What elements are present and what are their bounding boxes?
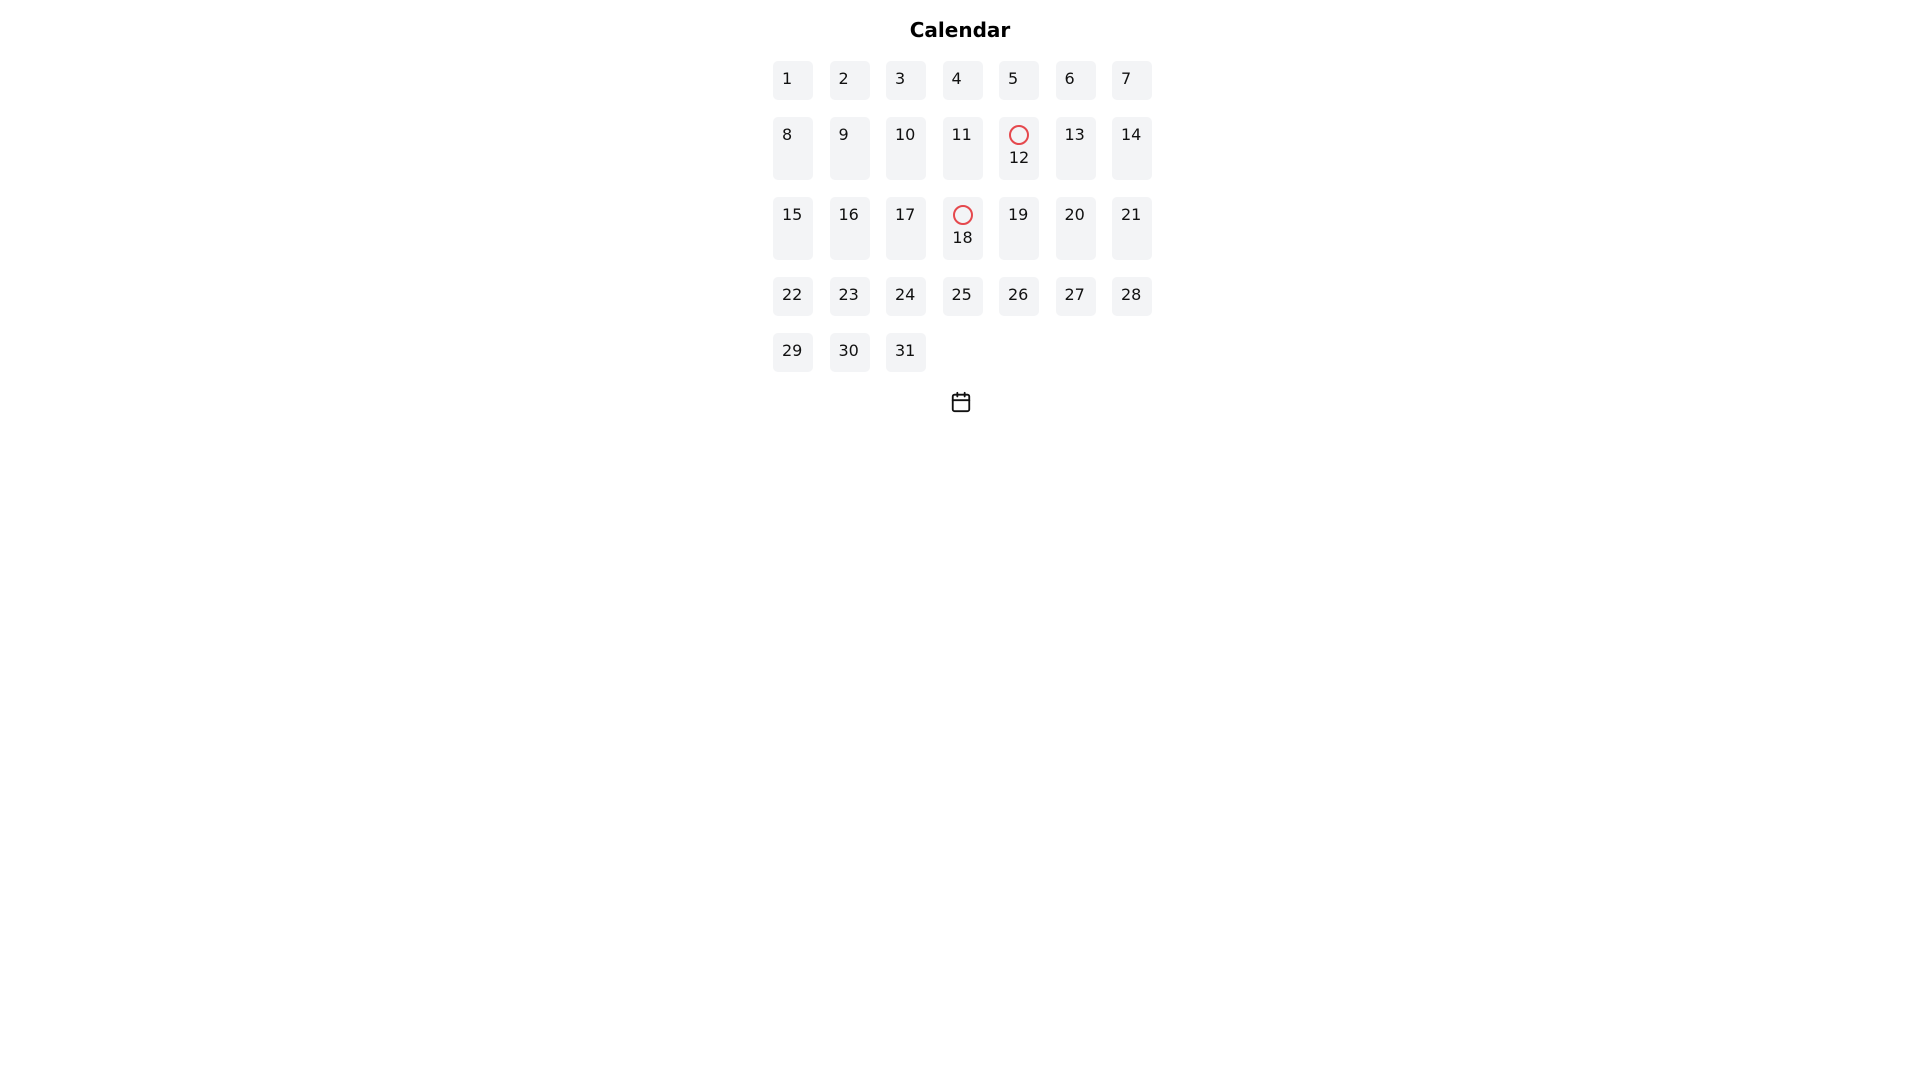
calendar-day-number: 23 bbox=[838, 285, 859, 304]
calendar-day[interactable] bbox=[830, 197, 870, 260]
calendar-day-number: 7 bbox=[1121, 69, 1132, 88]
calendar-day[interactable] bbox=[830, 277, 870, 316]
calendar-day-number: 3 bbox=[895, 69, 906, 88]
calendar-day-number: 5 bbox=[1008, 69, 1019, 88]
calendar-day[interactable] bbox=[886, 333, 926, 372]
calendar-grid bbox=[773, 61, 1150, 372]
calendar-day[interactable] bbox=[943, 117, 983, 180]
calendar-day-number: 30 bbox=[838, 341, 859, 360]
calendar-day[interactable] bbox=[886, 197, 926, 260]
page-title: Calendar bbox=[909, 18, 1011, 42]
calendar-day-number: 31 bbox=[895, 341, 916, 360]
calendar-day-number: 20 bbox=[1064, 205, 1085, 224]
event-marker-icon bbox=[953, 205, 973, 225]
calendar-day-number: 27 bbox=[1064, 285, 1085, 304]
calendar-day-number: 13 bbox=[1064, 125, 1085, 144]
calendar-day-number: 2 bbox=[838, 69, 849, 88]
calendar-day-number: 28 bbox=[1121, 285, 1142, 304]
calendar-day[interactable] bbox=[830, 333, 870, 372]
calendar-day-number: 15 bbox=[782, 205, 803, 224]
calendar-day-number: 29 bbox=[782, 341, 803, 360]
calendar-day[interactable] bbox=[830, 117, 870, 180]
calendar-day[interactable] bbox=[1056, 117, 1096, 180]
calendar-day[interactable] bbox=[999, 277, 1039, 316]
calendar-day-number: 12 bbox=[1008, 148, 1030, 167]
calendar-day-number: 17 bbox=[895, 205, 916, 224]
calendar-day[interactable] bbox=[886, 61, 926, 100]
calendar-day-number: 16 bbox=[838, 205, 859, 224]
calendar-day-number: 24 bbox=[895, 285, 916, 304]
calendar-day-number: 21 bbox=[1121, 205, 1142, 224]
calendar-day-number: 14 bbox=[1121, 125, 1142, 144]
calendar-day[interactable] bbox=[773, 333, 813, 372]
calendar-day[interactable] bbox=[886, 117, 926, 180]
calendar-day-number: 18 bbox=[952, 228, 973, 247]
calendar-day[interactable] bbox=[999, 197, 1039, 260]
calendar-day[interactable] bbox=[1056, 61, 1096, 100]
event-marker-icon bbox=[1009, 125, 1029, 145]
calendar-day[interactable] bbox=[773, 61, 813, 100]
calendar-day[interactable] bbox=[1112, 61, 1152, 100]
calendar-day-number: 6 bbox=[1064, 69, 1075, 88]
calendar-day[interactable] bbox=[773, 117, 813, 180]
calendar-day[interactable] bbox=[1112, 117, 1152, 180]
calendar-day[interactable] bbox=[830, 61, 870, 100]
calendar-day[interactable] bbox=[943, 197, 983, 260]
calendar-day-number: 26 bbox=[1008, 285, 1029, 304]
calendar-day[interactable] bbox=[943, 61, 983, 100]
calendar-day[interactable] bbox=[1056, 277, 1096, 316]
calendar-day[interactable] bbox=[999, 117, 1039, 180]
calendar-day-number: 10 bbox=[895, 125, 916, 144]
calendar-day-number: 22 bbox=[782, 285, 803, 304]
calendar-day[interactable] bbox=[773, 277, 813, 316]
calendar-icon[interactable] bbox=[950, 391, 972, 413]
calendar-day[interactable] bbox=[773, 197, 813, 260]
calendar-day[interactable] bbox=[1112, 277, 1152, 316]
calendar-day-number: 19 bbox=[1008, 205, 1029, 224]
calendar-day-number: 25 bbox=[951, 285, 972, 304]
calendar-day-number: 1 bbox=[782, 69, 793, 88]
calendar-day-number: 9 bbox=[838, 125, 849, 144]
calendar-day[interactable] bbox=[999, 61, 1039, 100]
calendar-day[interactable] bbox=[886, 277, 926, 316]
calendar-day[interactable] bbox=[1112, 197, 1152, 260]
calendar-day[interactable] bbox=[943, 277, 983, 316]
calendar-day[interactable] bbox=[1056, 197, 1096, 260]
calendar-day-number: 11 bbox=[951, 125, 972, 144]
calendar-day-number: 4 bbox=[951, 69, 962, 88]
calendar-day-number: 8 bbox=[782, 125, 793, 144]
